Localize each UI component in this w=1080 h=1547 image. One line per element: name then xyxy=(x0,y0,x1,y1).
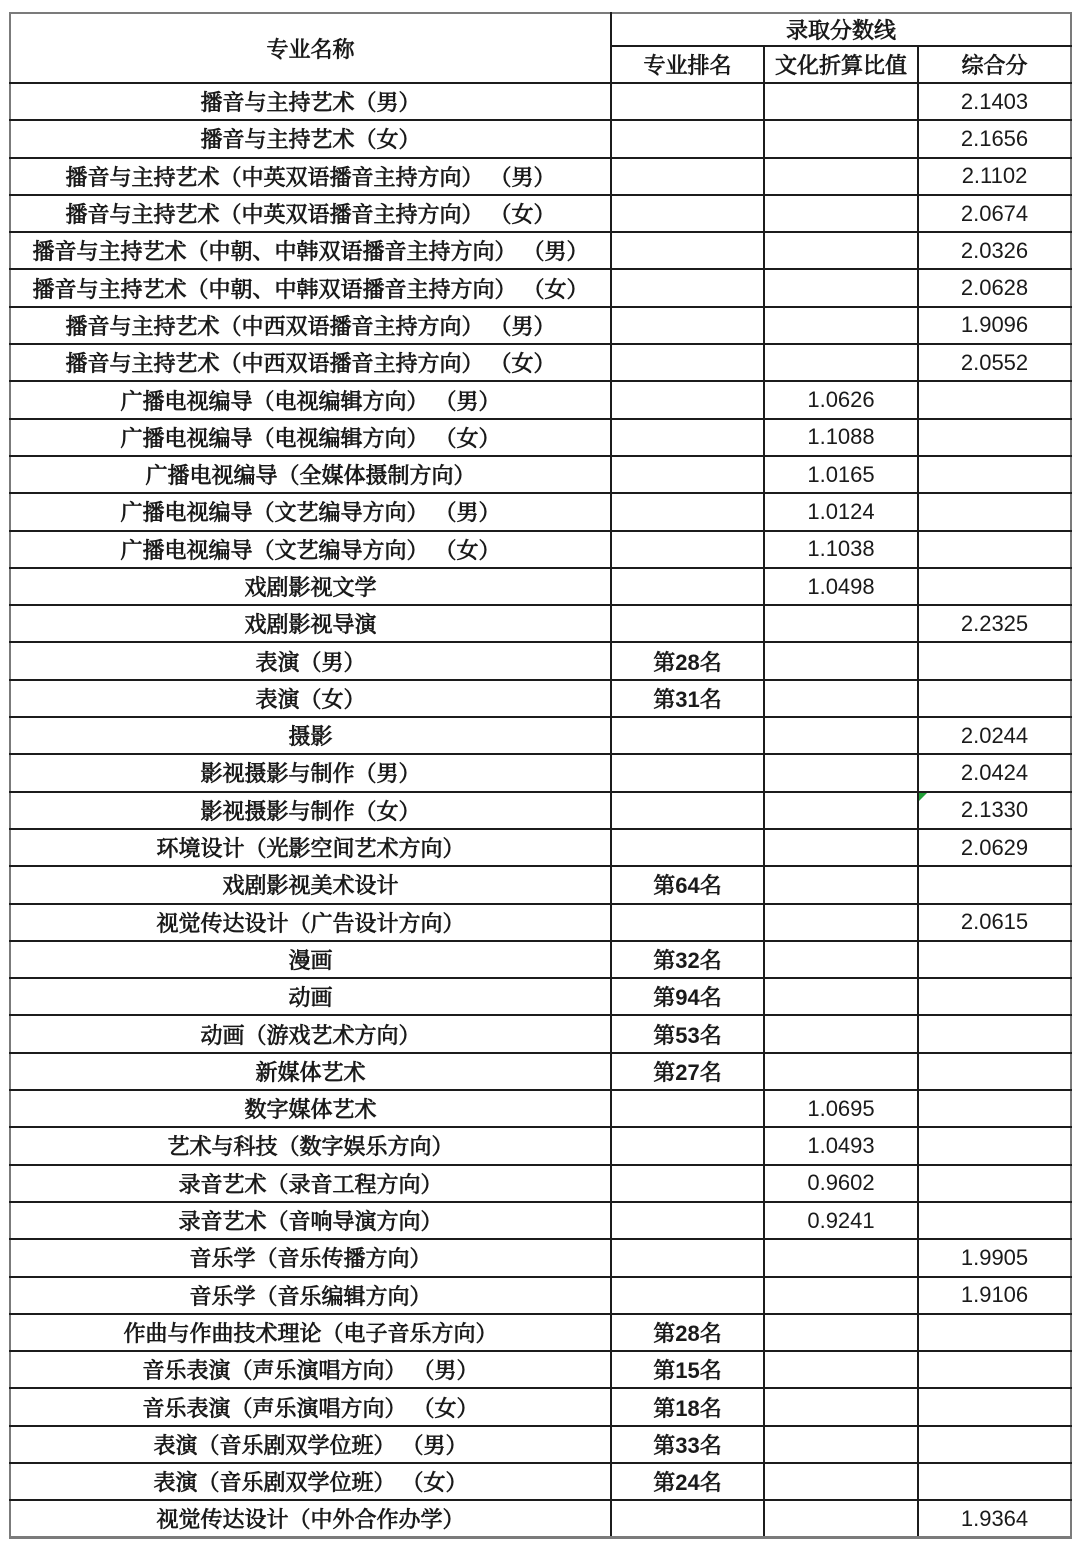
major-rank-cell xyxy=(611,605,764,642)
composite-score-cell: 1.9106 xyxy=(918,1277,1071,1314)
composite-score-cell: 1.9364 xyxy=(918,1500,1071,1537)
table-row xyxy=(10,381,1071,418)
culture-ratio-cell xyxy=(764,1053,918,1090)
table-row xyxy=(10,1127,1071,1164)
major-name-cell: 音乐学（音乐传播方向） xyxy=(10,1239,611,1276)
major-name-cell: 广播电视编导（文艺编导方向） （女） xyxy=(10,531,611,568)
composite-score-cell: 2.0424 xyxy=(918,754,1071,791)
table-row xyxy=(10,307,1071,344)
table-row xyxy=(10,195,1071,232)
composite-score-cell: 2.1330 xyxy=(918,792,1071,829)
table-row xyxy=(10,1388,1071,1425)
composite-score-cell xyxy=(918,493,1071,530)
major-rank-cell xyxy=(611,120,764,157)
culture-ratio-cell xyxy=(764,904,918,941)
culture-ratio-cell: 0.9602 xyxy=(764,1165,918,1202)
major-rank-cell xyxy=(611,307,764,344)
major-rank-cell xyxy=(611,904,764,941)
major-name-cell: 广播电视编导（全媒体摄制方向） xyxy=(10,456,611,493)
culture-ratio-cell xyxy=(764,1277,918,1314)
culture-ratio-cell xyxy=(764,978,918,1015)
culture-ratio-cell: 1.1038 xyxy=(764,531,918,568)
culture-ratio-cell: 1.0498 xyxy=(764,568,918,605)
major-name-cell: 广播电视编导（电视编辑方向） （男） xyxy=(10,381,611,418)
major-rank-cell: 第53名 xyxy=(611,1015,764,1052)
table-row xyxy=(10,941,1071,978)
major-rank-cell xyxy=(611,1500,764,1537)
table-row xyxy=(10,531,1071,568)
composite-score-cell xyxy=(918,1127,1071,1164)
major-rank-cell xyxy=(611,1239,764,1276)
table-row xyxy=(10,904,1071,941)
culture-ratio-cell xyxy=(764,307,918,344)
composite-score-cell xyxy=(918,1165,1071,1202)
composite-score-cell: 2.1656 xyxy=(918,120,1071,157)
cell-warning-corner-marker xyxy=(919,793,927,801)
table-row xyxy=(10,1426,1071,1463)
table-row xyxy=(10,1500,1071,1537)
major-rank-cell xyxy=(611,83,764,120)
composite-score-cell: 2.1403 xyxy=(918,83,1071,120)
composite-score-cell xyxy=(918,866,1071,903)
culture-ratio-cell xyxy=(764,941,918,978)
major-name-cell: 动画 xyxy=(10,978,611,1015)
score-table xyxy=(9,12,1072,1539)
table-row xyxy=(10,642,1071,679)
major-rank-cell xyxy=(611,158,764,195)
major-rank-cell xyxy=(611,1090,764,1127)
major-rank-cell xyxy=(611,1165,764,1202)
major-rank-cell xyxy=(611,1277,764,1314)
major-name-cell: 录音艺术（录音工程方向） xyxy=(10,1165,611,1202)
major-rank-cell xyxy=(611,269,764,306)
table-row xyxy=(10,754,1071,791)
major-name-cell: 表演（男） xyxy=(10,642,611,679)
major-rank-cell xyxy=(611,1202,764,1239)
major-name-cell: 漫画 xyxy=(10,941,611,978)
culture-ratio-cell xyxy=(764,792,918,829)
major-rank-cell xyxy=(611,232,764,269)
culture-ratio-cell xyxy=(764,195,918,232)
admission-score-table xyxy=(9,12,1072,1539)
major-rank-cell xyxy=(611,717,764,754)
composite-score-cell: 2.0552 xyxy=(918,344,1071,381)
major-name-cell: 广播电视编导（电视编辑方向） （女） xyxy=(10,419,611,456)
major-name-cell: 播音与主持艺术（中西双语播音主持方向） （男） xyxy=(10,307,611,344)
major-name-cell: 表演（音乐剧双学位班） （女） xyxy=(10,1463,611,1500)
table-row xyxy=(10,1351,1071,1388)
culture-ratio-cell xyxy=(764,754,918,791)
major-name-cell: 视觉传达设计（广告设计方向） xyxy=(10,904,611,941)
column-header-culture-conversion-ratio: 文化折算比值 xyxy=(764,46,918,83)
major-name-cell: 播音与主持艺术（女） xyxy=(10,120,611,157)
major-name-cell: 播音与主持艺术（中朝、中韩双语播音主持方向） （男） xyxy=(10,232,611,269)
table-row xyxy=(10,1277,1071,1314)
culture-ratio-cell xyxy=(764,232,918,269)
composite-score-cell: 2.0244 xyxy=(918,717,1071,754)
major-name-cell: 动画（游戏艺术方向） xyxy=(10,1015,611,1052)
major-name-cell: 播音与主持艺术（中朝、中韩双语播音主持方向） （女） xyxy=(10,269,611,306)
table-row xyxy=(10,1202,1071,1239)
major-name-cell: 播音与主持艺术（中英双语播音主持方向） （女） xyxy=(10,195,611,232)
culture-ratio-cell xyxy=(764,717,918,754)
major-rank-cell xyxy=(611,829,764,866)
major-rank-cell xyxy=(611,568,764,605)
major-rank-cell: 第24名 xyxy=(611,1463,764,1500)
major-rank-cell xyxy=(611,419,764,456)
major-name-cell: 音乐学（音乐编辑方向） xyxy=(10,1277,611,1314)
composite-score-cell: 2.2325 xyxy=(918,605,1071,642)
culture-ratio-cell xyxy=(764,1426,918,1463)
culture-ratio-cell xyxy=(764,866,918,903)
table-row xyxy=(10,1239,1071,1276)
major-rank-cell xyxy=(611,792,764,829)
major-rank-cell xyxy=(611,344,764,381)
table-row xyxy=(10,792,1071,829)
composite-score-cell xyxy=(918,1015,1071,1052)
column-header-composite-score: 综合分 xyxy=(918,46,1071,83)
table-row xyxy=(10,232,1071,269)
major-rank-cell: 第27名 xyxy=(611,1053,764,1090)
major-name-cell: 戏剧影视美术设计 xyxy=(10,866,611,903)
major-rank-cell: 第28名 xyxy=(611,642,764,679)
major-rank-cell: 第33名 xyxy=(611,1426,764,1463)
major-rank-cell xyxy=(611,1127,764,1164)
culture-ratio-cell xyxy=(764,1388,918,1425)
table-row xyxy=(10,1314,1071,1351)
major-name-cell: 音乐表演（声乐演唱方向） （男） xyxy=(10,1351,611,1388)
major-rank-cell xyxy=(611,381,764,418)
major-name-cell: 录音艺术（音响导演方向） xyxy=(10,1202,611,1239)
major-rank-cell: 第32名 xyxy=(611,941,764,978)
composite-score-cell: 1.9096 xyxy=(918,307,1071,344)
table-row xyxy=(10,829,1071,866)
table-row xyxy=(10,1090,1071,1127)
culture-ratio-cell: 0.9241 xyxy=(764,1202,918,1239)
composite-score-cell xyxy=(918,642,1071,679)
major-name-cell: 表演（女） xyxy=(10,680,611,717)
major-name-cell: 表演（音乐剧双学位班） （男） xyxy=(10,1426,611,1463)
major-name-cell: 摄影 xyxy=(10,717,611,754)
culture-ratio-cell xyxy=(764,83,918,120)
culture-ratio-cell: 1.0695 xyxy=(764,1090,918,1127)
composite-score-cell: 2.0628 xyxy=(918,269,1071,306)
culture-ratio-cell xyxy=(764,1239,918,1276)
column-header-major-rank: 专业排名 xyxy=(611,46,764,83)
table-row xyxy=(10,605,1071,642)
major-rank-cell: 第31名 xyxy=(611,680,764,717)
culture-ratio-cell: 1.0626 xyxy=(764,381,918,418)
culture-ratio-cell xyxy=(764,1500,918,1537)
composite-score-cell xyxy=(918,1090,1071,1127)
composite-score-cell xyxy=(918,568,1071,605)
composite-score-cell xyxy=(918,680,1071,717)
table-row xyxy=(10,1463,1071,1500)
culture-ratio-cell xyxy=(764,1015,918,1052)
major-rank-cell: 第15名 xyxy=(611,1351,764,1388)
major-rank-cell: 第94名 xyxy=(611,978,764,1015)
table-row xyxy=(10,717,1071,754)
major-rank-cell xyxy=(611,456,764,493)
column-header-major-name: 专业名称 xyxy=(10,13,611,83)
major-rank-cell: 第64名 xyxy=(611,866,764,903)
major-name-cell: 播音与主持艺术（中英双语播音主持方向） （男） xyxy=(10,158,611,195)
composite-score-cell: 2.0615 xyxy=(918,904,1071,941)
major-name-cell: 作曲与作曲技术理论（电子音乐方向） xyxy=(10,1314,611,1351)
major-name-cell: 新媒体艺术 xyxy=(10,1053,611,1090)
culture-ratio-cell xyxy=(764,829,918,866)
table-row xyxy=(10,120,1071,157)
culture-ratio-cell: 1.0493 xyxy=(764,1127,918,1164)
culture-ratio-cell xyxy=(764,680,918,717)
culture-ratio-cell xyxy=(764,158,918,195)
composite-score-cell xyxy=(918,1314,1071,1351)
major-name-cell: 影视摄影与制作（女） xyxy=(10,792,611,829)
composite-score-cell xyxy=(918,1351,1071,1388)
composite-score-cell: 2.1102 xyxy=(918,158,1071,195)
culture-ratio-cell xyxy=(764,120,918,157)
culture-ratio-cell xyxy=(764,344,918,381)
culture-ratio-cell: 1.1088 xyxy=(764,419,918,456)
major-rank-cell xyxy=(611,531,764,568)
table-row xyxy=(10,344,1071,381)
header-row-group xyxy=(10,13,1071,46)
table-row xyxy=(10,1053,1071,1090)
major-name-cell: 视觉传达设计（中外合作办学） xyxy=(10,1500,611,1537)
culture-ratio-cell xyxy=(764,1351,918,1388)
major-name-cell: 影视摄影与制作（男） xyxy=(10,754,611,791)
major-name-cell: 戏剧影视文学 xyxy=(10,568,611,605)
major-name-cell: 音乐表演（声乐演唱方向） （女） xyxy=(10,1388,611,1425)
major-name-cell: 环境设计（光影空间艺术方向） xyxy=(10,829,611,866)
table-row xyxy=(10,680,1071,717)
table-row xyxy=(10,1165,1071,1202)
table-row xyxy=(10,456,1071,493)
major-rank-cell xyxy=(611,754,764,791)
major-rank-cell: 第18名 xyxy=(611,1388,764,1425)
major-rank-cell: 第28名 xyxy=(611,1314,764,1351)
major-name-cell: 播音与主持艺术（中西双语播音主持方向） （女） xyxy=(10,344,611,381)
culture-ratio-cell: 1.0124 xyxy=(764,493,918,530)
composite-score-cell xyxy=(918,419,1071,456)
major-rank-cell xyxy=(611,195,764,232)
composite-score-cell: 2.0674 xyxy=(918,195,1071,232)
major-name-cell: 戏剧影视导演 xyxy=(10,605,611,642)
composite-score-cell: 2.0326 xyxy=(918,232,1071,269)
table-row xyxy=(10,158,1071,195)
table-row xyxy=(10,866,1071,903)
composite-score-cell xyxy=(918,381,1071,418)
major-name-cell: 播音与主持艺术（男） xyxy=(10,83,611,120)
culture-ratio-cell xyxy=(764,1314,918,1351)
composite-score-cell: 2.0629 xyxy=(918,829,1071,866)
major-name-cell: 数字媒体艺术 xyxy=(10,1090,611,1127)
composite-score-cell xyxy=(918,941,1071,978)
culture-ratio-cell: 1.0165 xyxy=(764,456,918,493)
table-row xyxy=(10,83,1071,120)
major-rank-cell xyxy=(611,493,764,530)
table-row xyxy=(10,493,1071,530)
culture-ratio-cell xyxy=(764,605,918,642)
table-row xyxy=(10,568,1071,605)
major-name-cell: 艺术与科技（数字娱乐方向） xyxy=(10,1127,611,1164)
composite-score-cell xyxy=(918,456,1071,493)
composite-score-cell: 1.9905 xyxy=(918,1239,1071,1276)
composite-score-cell xyxy=(918,531,1071,568)
composite-score-cell xyxy=(918,1463,1071,1500)
culture-ratio-cell xyxy=(764,1463,918,1500)
table-row xyxy=(10,419,1071,456)
table-row xyxy=(10,1015,1071,1052)
composite-score-cell xyxy=(918,1202,1071,1239)
table-row xyxy=(10,269,1071,306)
composite-score-cell xyxy=(918,1053,1071,1090)
column-group-header-admission-score-line: 录取分数线 xyxy=(611,13,1071,46)
culture-ratio-cell xyxy=(764,642,918,679)
composite-score-cell xyxy=(918,1426,1071,1463)
composite-score-cell xyxy=(918,1388,1071,1425)
table-row xyxy=(10,978,1071,1015)
culture-ratio-cell xyxy=(764,269,918,306)
composite-score-cell xyxy=(918,978,1071,1015)
major-name-cell: 广播电视编导（文艺编导方向） （男） xyxy=(10,493,611,530)
